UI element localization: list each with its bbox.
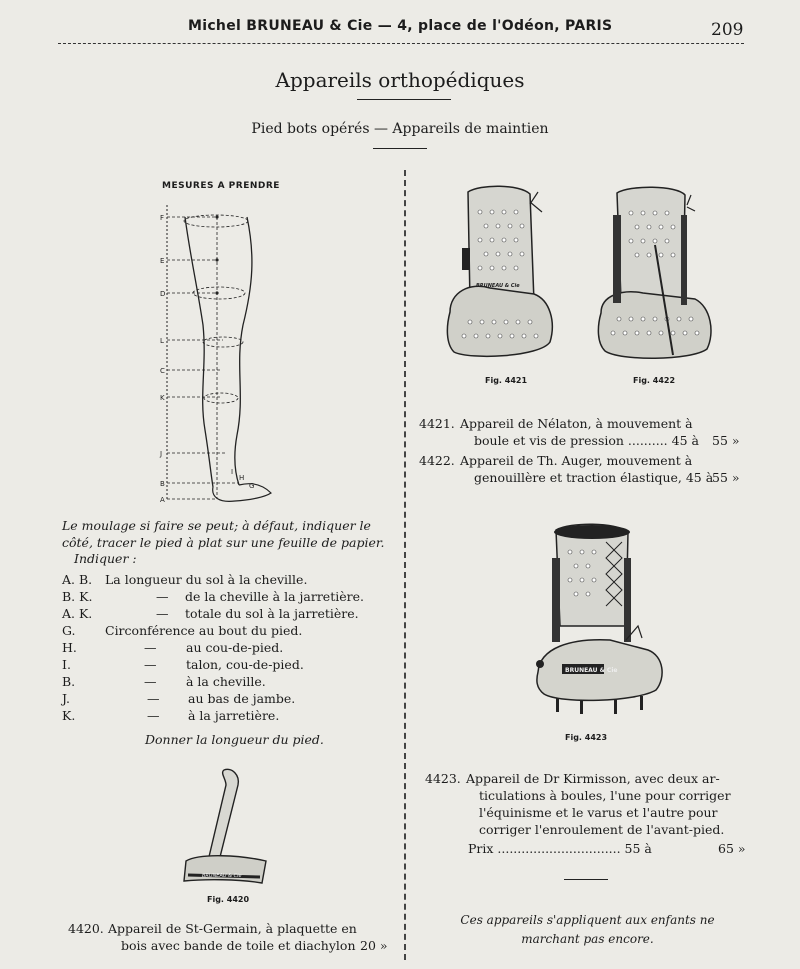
page-subtitle: Pied bots opérés — Appareils de maintien [251,121,549,137]
measures-heading: MESURES A PRENDRE [162,181,280,191]
page-title: Appareils orthopédiques [275,68,525,92]
leg-letter: E [160,257,165,265]
footnote-rule [564,879,608,880]
item-4421-number: 4421. [419,416,455,431]
leg-letter: B [160,480,165,488]
fig-4422-illustration [595,185,720,365]
leg-letter: I [231,468,234,476]
item-4422-number: 4422. [419,453,455,468]
item-4420-price: 20 » [360,938,388,953]
casting-note: Le moulage si faire se peut; à défaut, indiquer le côté, tracer le pied à plat sur une feuille de papier. [62,518,385,550]
item-4421-price: 55 » [712,433,740,448]
column-divider [404,170,406,960]
leg-letter: A [160,496,165,504]
leg-letter: J [160,450,163,458]
item-4420-number: 4420. [68,921,104,936]
subtitle-rule [373,148,427,149]
boot-label: BRUNEAU & Cie [565,667,618,674]
leg-letter: K [160,394,165,402]
item-4423-line2: ticulations à boules, l'une pour corriger [479,788,731,803]
page-header [0,14,800,44]
item-4423-number: 4423. [425,771,461,786]
item-4421-line2: boule et vis de pression .......... 45 à [474,433,699,448]
leg-letter: H [239,474,245,482]
title-rule [357,99,451,100]
plate-label: BRUNEAU & Cie [202,873,242,879]
fig-4421-illustration [440,182,560,367]
item-4420-line2: bois avec bande de toile et diachylon [121,938,356,953]
item-4423-line4: corriger l'enroulement de l'avant-pied. [479,822,725,837]
header-rule [58,43,744,44]
leg-letter: D [160,290,166,298]
boot-label: BRUNEAU & Cie [476,283,520,289]
fig-4422-caption: Fig. 4422 [633,376,676,385]
fig-4423-caption: Fig. 4423 [565,733,608,742]
leg-letter: C [160,367,165,375]
item-4422-price: 55 » [712,470,740,485]
item-4422-line2: genouillère et traction élastique, 45 à [474,470,714,485]
item-4423-line1: Appareil de Dr Kirmisson, avec deux ar- [466,771,720,786]
leg-letter: G [249,482,255,490]
item-4423-line3: l'équinisme et le varus et l'autre pour [479,805,718,820]
item-4423-price: 65 » [718,841,746,856]
leg-letter: F [160,214,165,222]
item-4423-prix-label: Prix ............................... 55 à [468,841,652,856]
fig-4420-illustration [180,765,270,890]
company-header: Michel BRUNEAU & Cie — 4, place de l'Odéon, PARIS [188,18,613,34]
fig-4420-caption: Fig. 4420 [207,895,250,904]
fig-4421-caption: Fig. 4421 [485,376,528,385]
item-4422-line1: Appareil de Th. Auger, mouvement à [460,453,693,468]
fig-4423-illustration [530,522,670,722]
leg-measurement-figure [155,195,275,510]
item-4420-line1: Appareil de St-Germain, à plaquette en [108,921,357,936]
foot-length-note: Donner la longueur du pied. [145,732,324,747]
item-4421-line1: Appareil de Nélaton, à mouvement à [460,416,693,431]
footnote: Ces appareils s'appliquent aux enfants ne marchant pas encore. [460,913,715,946]
page-number: 209 [711,20,744,40]
leg-letter: L [160,337,164,345]
indiquer-label: Indiquer : [74,551,137,566]
